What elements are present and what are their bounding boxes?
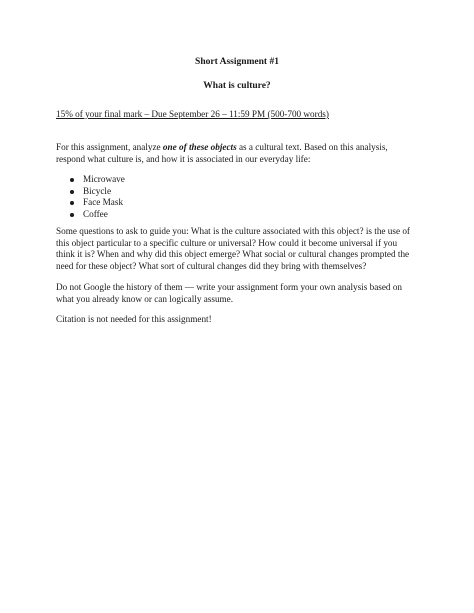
list-item	[56, 186, 356, 198]
intro-text-before: For this assignment, analyze	[56, 142, 163, 152]
list-item	[56, 197, 356, 209]
assignment-title: Short Assignment #1	[195, 57, 279, 67]
list-item-label: Coffee	[83, 208, 108, 219]
list-item-label: Bicycle	[83, 185, 112, 196]
no-google-paragraph: Do not Google the history of them — write your assignment form your own analysis based on what you already know or can logically assume.	[56, 282, 403, 304]
list-item	[56, 209, 356, 221]
objects-list	[56, 174, 356, 220]
marks-due-line: 15% of your final mark – Due September 26 – 11:59 PM (500-700 words)	[56, 109, 329, 119]
intro-emphasis: one of these objects	[162, 142, 237, 152]
intro-paragraph	[56, 142, 418, 165]
bullet-icon	[70, 213, 74, 217]
assignment-subtitle: What is culture?	[203, 81, 271, 91]
questions-paragraph: Some questions to ask to guide you: What is the culture associated with this object? is the use of this object particular to a specific culture or universal? How could it become universal if you think it is? When and why did this object emerge? What social or cultural changes prompted the need for these object? What sort of cultural changes did they bring with themselves?	[56, 226, 410, 271]
citation-note: Citation is not needed for this assignment!	[56, 314, 212, 324]
list-item-label: Face Mask	[83, 197, 124, 208]
bullet-icon	[70, 201, 74, 205]
bullet-icon	[70, 190, 74, 194]
bullet-icon	[70, 178, 74, 182]
list-item-label: Microwave	[83, 174, 125, 184]
list-item	[56, 174, 356, 186]
intro-text-after: as a cultural text. Based on this analysis, respond what culture is, and how it is associated in our everyday life:	[56, 142, 388, 164]
